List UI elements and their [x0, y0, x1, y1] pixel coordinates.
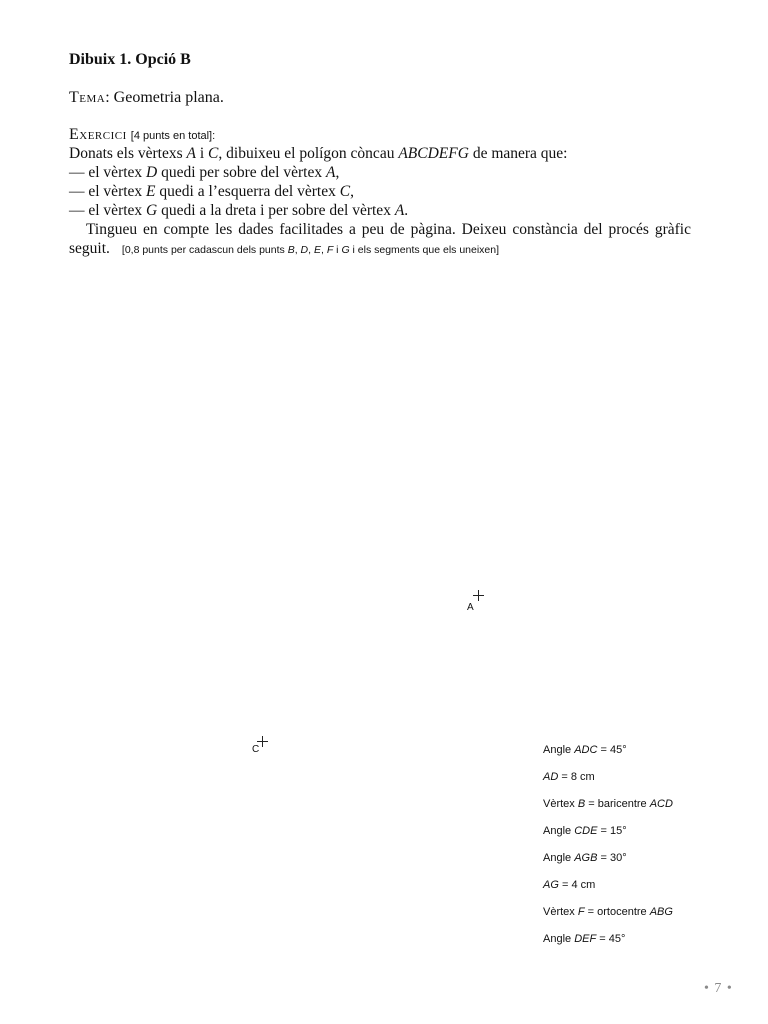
- scoring-vertex: E: [313, 244, 321, 256]
- data-text: Angle: [543, 852, 575, 864]
- data-text: Vèrtex: [543, 798, 578, 810]
- scoring-text: [0,8 punts per cadascun dels punts: [121, 244, 288, 256]
- condition-item: [69, 201, 691, 220]
- data-item: [543, 932, 673, 959]
- data-item: [543, 824, 673, 851]
- page-title: Dibuix 1. Opció B: [69, 51, 191, 68]
- scoring-text: ,: [321, 244, 327, 256]
- statement-closing: [69, 220, 691, 260]
- data-item: [543, 743, 673, 770]
- data-text: Vèrtex: [543, 906, 578, 918]
- data-item: [543, 851, 673, 878]
- data-item: [543, 770, 673, 797]
- data-text: = ortocentre: [584, 906, 650, 918]
- point-c-label: C: [252, 744, 260, 755]
- exercise-colon: :: [212, 130, 216, 142]
- scoring-text: ,: [308, 244, 314, 256]
- intro-text: de manera que:: [468, 145, 568, 162]
- condition-item: [69, 163, 691, 182]
- intro-text: i: [195, 145, 209, 162]
- intro-text: Donats els vèrtexs: [69, 145, 187, 162]
- condition-text: — el vèrtex: [69, 164, 147, 181]
- data-var: F: [577, 906, 585, 918]
- scoring-note: [122, 244, 499, 256]
- data-text: = baricentre: [585, 798, 650, 810]
- scoring-text: i: [333, 244, 342, 256]
- data-var: AG: [543, 879, 559, 891]
- condition-vertex: E: [146, 183, 156, 200]
- data-text: = 4 cm: [558, 879, 596, 891]
- data-var: ACD: [649, 798, 673, 810]
- data-var: B: [577, 798, 586, 810]
- condition-vertex: G: [146, 202, 158, 219]
- closing-text: Tingueu en compte les dades facilitades a peu de pàgina. Deixeu constància del procés gràfic seguit.: [69, 221, 691, 257]
- condition-vertex: C: [339, 183, 351, 200]
- point-a-label: A: [467, 602, 474, 613]
- tema-value: Geometria plana.: [113, 89, 224, 106]
- condition-text: quedi per sobre del vèrtex: [157, 164, 326, 181]
- data-var: DEF: [574, 933, 597, 945]
- tema-label: Tema: [69, 89, 106, 106]
- scoring-vertex: B: [287, 244, 295, 256]
- data-var: CDE: [574, 825, 598, 837]
- intro-vertex-c: C: [208, 145, 219, 162]
- data-var: AGB: [574, 852, 598, 864]
- scoring-text: ,: [294, 244, 301, 256]
- data-text: Angle: [543, 933, 575, 945]
- condition-text: ,: [350, 183, 354, 200]
- condition-text: .: [404, 202, 409, 219]
- statement-intro: [69, 144, 691, 163]
- intro-polygon: ABCDEFG: [398, 145, 469, 162]
- exercise-points: [4 punts en total]: [130, 130, 213, 142]
- data-var: ABG: [649, 906, 673, 918]
- given-data-list: [543, 743, 673, 959]
- intro-text: , dibuixeu el polígon còncau: [218, 145, 399, 162]
- condition-vertex: A: [394, 202, 405, 219]
- condition-vertex: A: [325, 164, 336, 181]
- data-text: Angle: [543, 825, 575, 837]
- data-text: Angle: [543, 744, 575, 756]
- condition-text: quedi a l’esquerra del vèrtex: [155, 183, 340, 200]
- exercise-label: Exercici: [69, 126, 127, 143]
- condition-text: — el vèrtex: [69, 183, 147, 200]
- intro-vertex-a: A: [186, 145, 196, 162]
- data-var: ADC: [574, 744, 598, 756]
- data-var: AD: [543, 771, 559, 783]
- condition-text: quedi a la dreta i per sobre del vèrtex: [157, 202, 395, 219]
- condition-item: [69, 182, 691, 201]
- data-item: [543, 797, 673, 824]
- data-text: = 45°: [596, 933, 626, 945]
- condition-text: — el vèrtex: [69, 202, 147, 219]
- data-text: = 45°: [597, 744, 627, 756]
- point-a-cross-icon: [473, 590, 484, 601]
- condition-text: ,: [335, 164, 340, 181]
- condition-vertex: D: [146, 164, 158, 181]
- data-text: = 8 cm: [558, 771, 595, 783]
- tema-colon: :: [105, 89, 114, 106]
- tema-line: [69, 89, 224, 107]
- exercise-statement: [69, 144, 691, 260]
- scoring-vertex: D: [300, 244, 309, 256]
- data-text: = 30°: [597, 852, 627, 864]
- data-text: = 15°: [597, 825, 627, 837]
- page-number: • 7 •: [704, 981, 733, 996]
- data-item: [543, 905, 673, 932]
- scoring-vertex: G: [341, 244, 350, 256]
- exercise-heading: [69, 126, 215, 144]
- data-item: [543, 878, 673, 905]
- scoring-text: i els segments que els uneixen]: [349, 244, 500, 256]
- scoring-vertex: F: [326, 244, 334, 256]
